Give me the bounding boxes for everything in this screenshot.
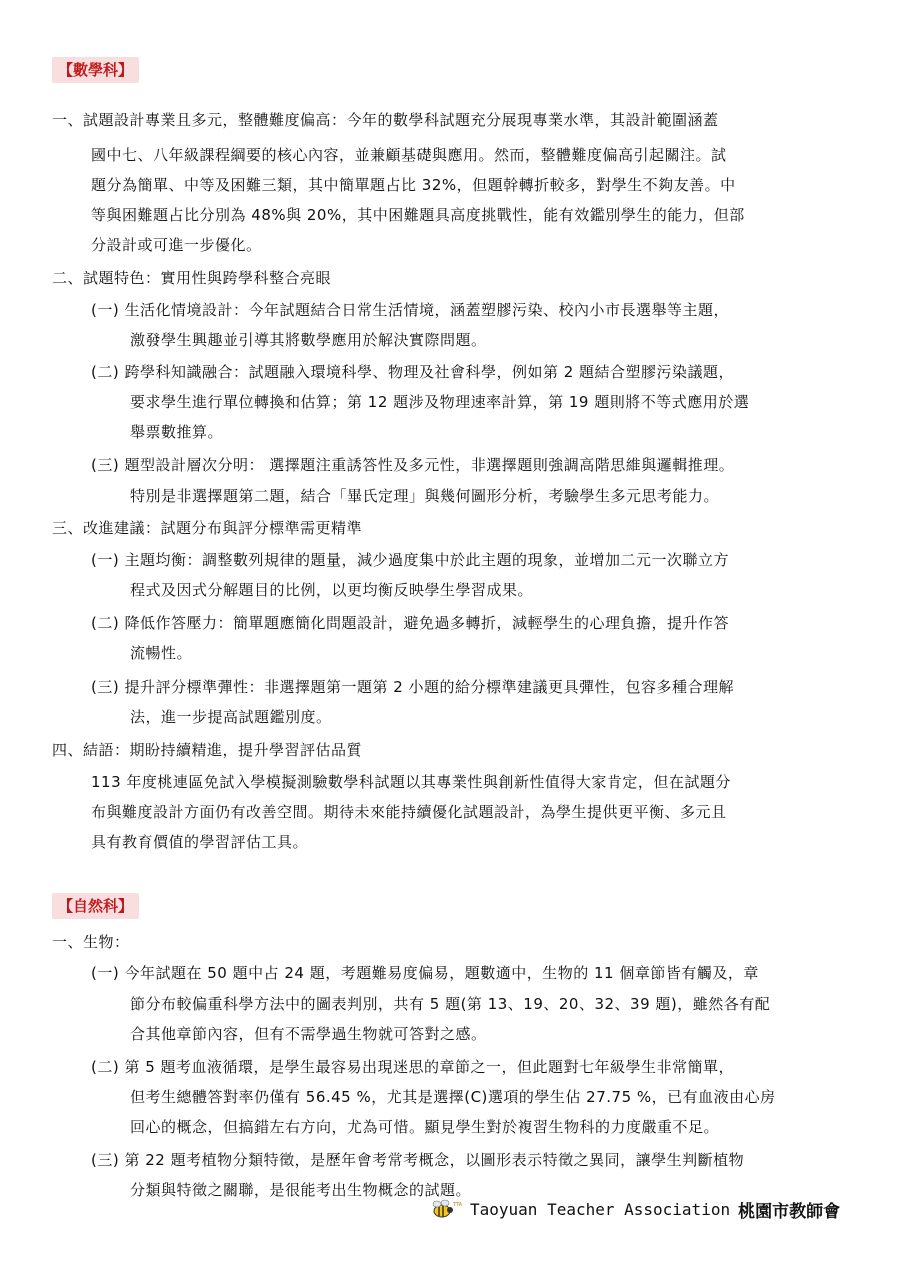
science-item1-line-3: 合其他章節內容，但有不需學過生物就可答對之感。 [130,1025,487,1043]
math-s3-heading: 三、改進建議：試題分布與評分標準需更精準 [52,519,363,537]
math-s1-line-2: 國中七、八年級課程綱要的核心內容，並兼顧基礎與應用。然而，整體難度偏高引起關注。試 [91,146,727,164]
science-item3-line-1: (三) 第 22 題考植物分類特徵，是歷年會考常考概念，以圖形表示特徵之異同，讓學生判斷植物 [91,1151,745,1169]
math-s2-item2-line-2: 要求學生進行單位轉換和估算；第 12 題涉及物理速率計算，第 19 題則將不等式應用於選 [130,393,750,411]
science-item2-line-1: (二) 第 5 題考血液循環，是學生最容易出現迷思的章節之一，但此題對七年級學生非常簡單， [91,1058,735,1076]
math-s3-item2-line-2: 流暢性。 [130,644,193,662]
bee-logo-icon [428,1198,464,1220]
math-s2-heading: 二、試題特色：實用性與跨學科整合亮眼 [52,269,332,287]
math-s1-line-1: 一、試題設計專業且多元，整體難度偏高：今年的數學科試題充分展現專業水準，其設計範圍涵蓋 [52,111,719,129]
footer-org [428,1196,840,1222]
math-s1-line-3: 題分為簡單、中等及困難三類，其中簡單題占比 32%，但題幹轉折較多，對學生不夠友善。中 [91,176,736,194]
math-s2-item1-line-1: (一) 生活化情境設計：今年試題結合日常生活情境，涵蓋塑膠污染、校內小市長選舉等主題， [91,301,729,319]
math-s2-item3-line-2: 特別是非選擇題第二題，結合「畢氏定理」與幾何圖形分析，考驗學生多元思考能力。 [130,487,720,505]
science-item1-line-1: (一) 今年試題在 50 題中占 24 題，考題難易度偏易，題數適中，生物的 11 個章節皆有觸及，章 [91,964,759,982]
math-s4-line-1: 113 年度桃連區免試入學模擬測驗數學科試題以其專業性與創新性值得大家肯定，但在試題分 [91,773,731,791]
science-section-tag: 【自然科】 [52,893,139,919]
math-s3-item1-line-2: 程式及因式分解題目的比例，以更均衡反映學生學習成果。 [130,581,534,599]
science-item2-line-3: 回心的概念，但搞錯左右方向，尤為可惜。顯見學生對於複習生物科的力度嚴重不足。 [130,1118,720,1136]
math-s4-line-3: 具有教育價值的學習評估工具。 [91,833,309,851]
math-s1-line-4: 等與困難題占比分別為 48%與 20%，其中困難題具高度挑戰性，能有效鑑別學生的能力，但部 [91,206,745,224]
footer-org-english: Taoyuan Teacher Association [470,1199,731,1219]
science-s1-heading: 一、生物： [52,933,130,951]
footer-org-chinese: 桃園市教師會 [738,1201,841,1222]
math-s1-line-5: 分設計或可進一步優化。 [91,236,262,254]
svg-text:TTA: TTA [453,1202,463,1208]
math-s2-item2-line-3: 舉票數推算。 [130,423,224,441]
math-s3-item3-line-1: (三) 提升評分標準彈性：非選擇題第一題第 2 小題的給分標準建議更具彈性，包容多種合理解 [91,678,735,696]
math-s3-item1-line-1: (一) 主題均衡：調整數列規律的題量，減少過度集中於此主題的現象，並增加二元一次聯立方 [91,551,729,569]
science-item3-line-2: 分類與特徵之關聯，是很能考出生物概念的試題。 [130,1181,472,1199]
science-item2-line-2: 但考生總體答對率仍僅有 56.45 %，尤其是選擇(C)選項的學生佔 27.75 %，已有血液由心房 [130,1088,776,1106]
math-s2-item2-line-1: (二) 跨學科知識融合：試題融入環境科學、物理及社會科學，例如第 2 題結合塑膠污染議題， [91,363,735,381]
math-s2-item1-line-2: 激發學生興趣並引導其將數學應用於解決實際問題。 [130,331,487,349]
math-s3-item3-line-2: 法，進一步提高試題鑑別度。 [130,708,332,726]
math-section-tag: 【數學科】 [52,57,139,83]
science-item1-line-2: 節分布較偏重科學方法中的圖表判別，共有 5 題(第 13、19、20、32、39 題)，雖然各有配 [130,995,771,1013]
math-s3-item2-line-1: (二) 降低作答壓力：簡單題應簡化問題設計，避免過多轉折，減輕學生的心理負擔，提升作答 [91,614,729,632]
math-s4-heading: 四、結語：期盼持續精進，提升學習評估品質 [52,741,363,759]
math-s4-line-2: 布與難度設計方面仍有改善空間。期待未來能持續優化試題設計，為學生提供更平衡、多元且 [91,803,727,821]
math-s2-item3-line-1: (三) 題型設計層次分明： 選擇題注重誘答性及多元性，非選擇題則強調高階思維與邏輯推理。 [91,456,735,474]
